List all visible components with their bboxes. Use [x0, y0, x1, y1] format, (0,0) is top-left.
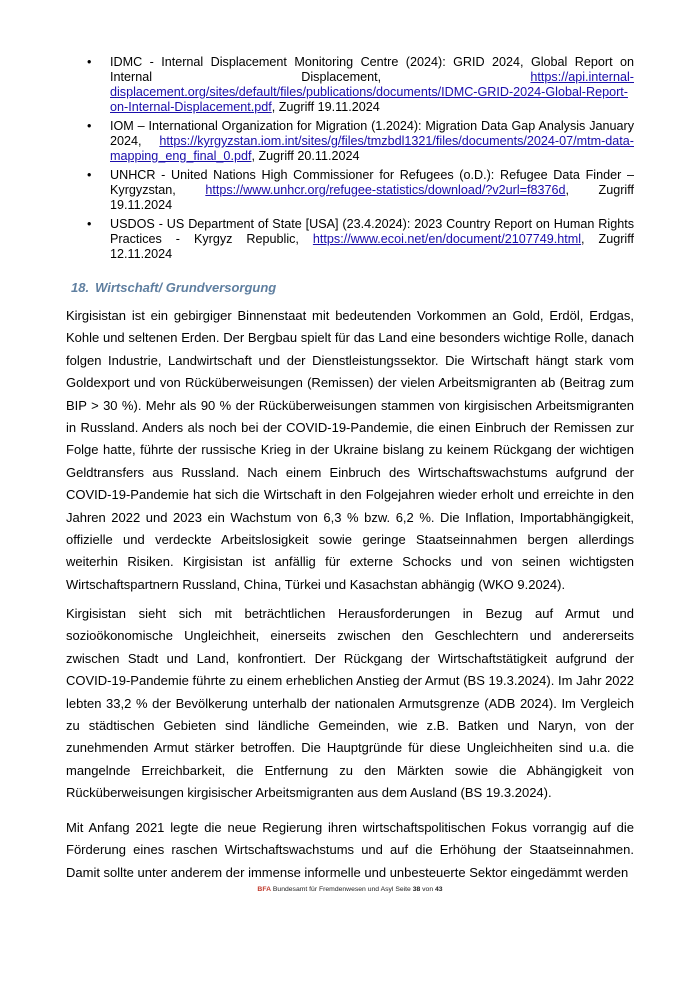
page-footer: [0, 886, 700, 893]
bullet-icon: •: [87, 217, 92, 231]
body-paragraph: Kirgisistan sieht sich mit beträchtlichen Herausforderungen in Bezug auf Armut und sozioökonomische Ungleichheit, einerseits zwischen den Geschlechtern und andererseits zwischen Stadt und Land, konfrontiert. Der Rückgang der Wirtschaftstätigkeit aufgrund der COVID-19-Pandemie führte zu einem erheblichen Anstieg der Armut (BS 19.3.2024). Im Jahr 2022 lebten 33,2 % der Bevölkerung unterhalb der nationalen Armutsgrenze (ADB 2024). Im Vergleich zu städtischen Gebieten sind ländliche Gemeinden, wie z.B. Batken und Naryn, von der zunehmenden Armut stärker betroffen. Die Hauptgründe für diese Ungleichheiten sind u.a. die mangelnde Erreichbarkeit, die Entfernung zu den Märkten sowie die Abhängigkeit von Rücküberweisungen kirgisischer Arbeitsmigranten aus dem Ausland (BS 19.3.2024).: [66, 606, 634, 801]
reference-access-date: , Zugriff 19.11.2024: [110, 183, 634, 212]
reference-text: USDOS - US Department of State [USA] (23.4.2024): 2023 Country Report on Human Rights Practices - Kyrgyz Republic,: [110, 217, 634, 246]
bullet-icon: •: [87, 119, 92, 133]
section-number: 18.: [71, 280, 90, 295]
reference-text: IOM – International Organization for Migration (1.2024): Migration Data Gap Analysis January 2024,: [110, 119, 634, 148]
section-heading: [71, 280, 276, 295]
body-paragraph: Kirgisistan ist ein gebirgiger Binnenstaat mit bedeutenden Vorkommen an Gold, Erdöl, Erdgas, Kohle und seltenen Erden. Der Bergbau spielt für das Land eine besonders wichtige Rolle, danach folgen Industrie, Landwirtschaft und der Dienstleistungssektor. Die Wirtschaft hängt stark vom Goldexport und von Rücküberweisungen (Remissen) der vielen Arbeitsmigranten ab (Beitrag zum BIP > 30 %). Mehr als 90 % der Rücküberweisungen stammen von kirgisischen Arbeitsmigranten in Russland. Anders als noch bei der COVID-19-Pandemie, die einen Einbruch der Remissen zur Folge hatte, führte der russische Krieg in der Ukraine bislang zu keinem Rückgang der wichtigen Geldtransfers aus Russland. Nach einem Einbruch des Wirtschaftswachstums aufgrund der COVID-19-Pandemie hat sich die Wirtschaft in den Folgejahren wieder erholt und erreichte in den Jahren 2022 und 2023 ein Wachstum von 6,3 % bzw. 6,2 %. Die Inflation, Importabhängigkeit, offizielle und verdeckte Arbeitslosigkeit sowie geringe Staatseinnahmen bergen allerdings weiterhin Risiken. Kirgisistan ist anfällig für externe Schocks und von seinen wichtigsten Wirtschaftspartnern Russland, China, Türkei und Kasachstan abhängig (WKO 9.2024).: [66, 308, 634, 592]
section-title: Wirtschaft/ Grundversorgung: [95, 280, 277, 295]
footer-page-sep: von: [422, 886, 434, 893]
bfa-logo: BFA: [257, 886, 271, 893]
reference-list: [88, 55, 634, 266]
reference-link[interactable]: https://www.ecoi.net/en/document/2107749.html: [312, 232, 582, 246]
footer-page-total: 43: [435, 886, 443, 893]
footer-page-current: 38: [412, 886, 421, 893]
reference-text: IDMC - Internal Displacement Monitoring Centre (2024): GRID 2024, Global Report on Internal Displacement,: [110, 55, 634, 84]
reference-link[interactable]: https://kyrgyzstan.iom.int/sites/g/files/tmzbdl1321/files/documents/2024-07/mtm-data-mapping_eng_final_0.pdf: [110, 134, 634, 163]
reference-item: [88, 55, 634, 115]
reference-item: [88, 119, 634, 164]
bullet-icon: •: [87, 55, 92, 69]
footer-organization: Bundesamt für Fremdenwesen und Asyl: [272, 886, 394, 893]
reference-item: [88, 168, 634, 213]
reference-access-date: , Zugriff 12.11.2024: [110, 232, 634, 261]
reference-link[interactable]: https://api.internal-displacement.org/sites/default/files/publications/documents/IDMC-GRID-2024-Global-Report-on-Internal-Displacement.pdf: [110, 70, 634, 114]
reference-text: UNHCR - United Nations High Commissioner for Refugees (o.D.): Refugee Data Finder – Kyrgyzstan,: [110, 168, 634, 197]
reference-access-date: , Zugriff 19.11.2024: [271, 100, 380, 114]
footer-page-label: Seite: [395, 886, 411, 893]
bullet-icon: •: [87, 168, 92, 182]
reference-access-date: , Zugriff 20.11.2024: [251, 149, 360, 163]
reference-link[interactable]: https://www.unhcr.org/refugee-statistics/download/?v2url=f8376d: [205, 183, 566, 197]
reference-item: [88, 217, 634, 262]
body-paragraph: Mit Anfang 2021 legte die neue Regierung ihren wirtschaftspolitischen Fokus vorrangig auf die Förderung eines raschen Wirtschaftswachstums und auf die Erhöhung der Staatseinnahmen. Damit sollte unter anderem der immense informelle und unbesteuerte Sektor eingedämmt werden: [66, 820, 634, 880]
